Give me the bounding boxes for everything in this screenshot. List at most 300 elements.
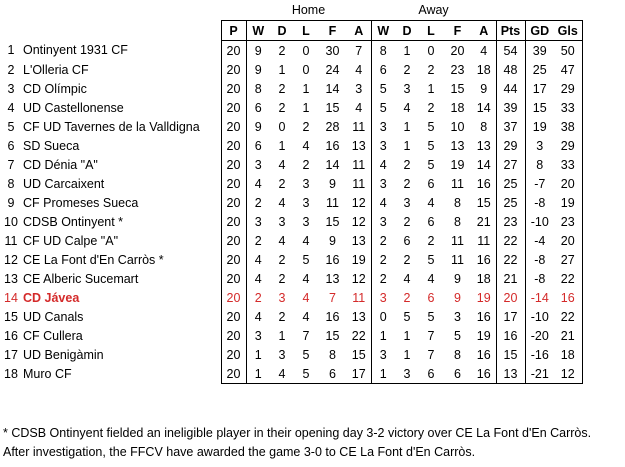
away-won-cell: 4: [371, 193, 395, 212]
played-cell: 20: [221, 41, 246, 61]
goal-difference-cell: -8: [525, 250, 554, 269]
away-won-cell: 3: [371, 117, 395, 136]
away-drawn-cell: 2: [403, 214, 411, 229]
home-won-cell: 4: [246, 250, 270, 269]
table-row: [1, 345, 582, 364]
goals-cell: 18: [554, 345, 582, 364]
away-against-cell: 14: [476, 100, 491, 115]
away-lost-cell: 5: [427, 309, 435, 324]
away-against-cell: 19: [476, 290, 491, 305]
footnote-line: After investigation, the FFCV have awarded the game 3-0 to CE La Font d'En Carròs.: [3, 445, 476, 459]
home-lost-cell: 4: [302, 233, 310, 248]
team-name-cell: CF UD Tavernes de la Valldigna: [23, 119, 200, 134]
away-against-cell: 16: [476, 347, 491, 362]
home-drawn-cell: 2: [278, 176, 286, 191]
team-name-cell: UD Castellonense: [23, 100, 124, 115]
away-for-cell: 9: [454, 290, 461, 305]
points-cell: 48: [496, 60, 525, 79]
table-row: [1, 212, 582, 231]
goal-difference-cell: 8: [525, 155, 554, 174]
away-against-cell: 19: [476, 328, 491, 343]
position-cell: 9: [7, 195, 15, 210]
position-cell: 5: [7, 119, 15, 134]
home-won-cell: 2: [246, 193, 270, 212]
goals-cell: 20: [554, 174, 582, 193]
away-lost-cell: 5: [427, 138, 435, 153]
team-name-cell: UD Benigàmin: [23, 347, 104, 362]
away-against-cell: 16: [476, 309, 491, 324]
team-name-cell: UD Carcaixent: [23, 176, 105, 191]
col-header-goal-difference: GD: [525, 21, 554, 41]
home-for-cell: 15: [325, 100, 340, 115]
away-won-cell: 4: [371, 155, 395, 174]
points-cell: 15: [496, 345, 525, 364]
away-lost-cell: 6: [427, 176, 435, 191]
home-lost-cell: 4: [302, 271, 310, 286]
played-cell: 20: [221, 326, 246, 345]
home-lost-cell: 7: [302, 328, 310, 343]
goals-cell: 33: [554, 98, 582, 117]
table-row: [1, 41, 582, 61]
table-row: [1, 364, 582, 384]
col-header-away-won: W: [371, 21, 395, 41]
home-against-cell: 4: [355, 62, 363, 77]
home-drawn-cell: 2: [278, 252, 286, 267]
played-cell: 20: [221, 193, 246, 212]
away-drawn-cell: 4: [403, 100, 411, 115]
goal-difference-cell: 19: [525, 117, 554, 136]
home-drawn-cell: 3: [278, 347, 286, 362]
table-row: [1, 98, 582, 117]
played-cell: 20: [221, 98, 246, 117]
points-cell: 25: [496, 174, 525, 193]
col-header-home-won: W: [246, 21, 270, 41]
away-group-header: Away: [418, 3, 449, 17]
away-won-cell: 3: [371, 174, 395, 193]
goal-difference-cell: -21: [525, 364, 554, 384]
goal-difference-cell: 15: [525, 98, 554, 117]
table-row: [1, 231, 582, 250]
home-for-cell: 9: [329, 233, 336, 248]
goals-cell: 29: [554, 79, 582, 98]
away-won-cell: 3: [371, 288, 395, 307]
goal-difference-cell: 39: [525, 41, 554, 61]
home-against-cell: 15: [351, 347, 366, 362]
home-against-cell: 12: [351, 271, 366, 286]
away-against-cell: 21: [476, 214, 491, 229]
away-won-cell: 0: [371, 307, 395, 326]
home-drawn-cell: 0: [278, 119, 286, 134]
team-name-cell: L'Olleria CF: [23, 62, 89, 77]
team-name-cell: CE Alberic Sucemart: [23, 271, 139, 286]
position-cell: 7: [7, 157, 15, 172]
home-against-cell: 3: [355, 81, 363, 96]
away-lost-cell: 2: [427, 233, 435, 248]
away-for-cell: 11: [451, 176, 464, 191]
points-cell: 20: [496, 288, 525, 307]
position-cell: 10: [4, 214, 18, 229]
home-won-cell: 3: [246, 326, 270, 345]
table-row: [1, 288, 582, 307]
team-name-cell: Ontinyent 1931 CF: [23, 43, 128, 58]
position-cell: 12: [4, 252, 18, 267]
team-name-cell: SD Sueca: [23, 138, 80, 153]
away-for-cell: 8: [454, 347, 461, 362]
away-for-cell: 10: [450, 119, 465, 134]
table-row: [1, 269, 582, 288]
away-lost-cell: 5: [427, 119, 435, 134]
home-against-cell: 17: [347, 364, 371, 384]
away-drawn-cell: 2: [403, 252, 411, 267]
away-for-cell: 15: [450, 81, 465, 96]
away-won-cell: 3: [371, 345, 395, 364]
home-won-cell: 3: [246, 155, 270, 174]
away-against-cell: 13: [476, 138, 491, 153]
away-lost-cell: 6: [419, 364, 443, 384]
away-against-cell: 16: [476, 176, 491, 191]
column-header-row: [1, 21, 582, 41]
home-drawn-cell: 3: [278, 214, 286, 229]
col-header-home-lost: L: [294, 21, 318, 41]
away-won-cell: 2: [371, 269, 395, 288]
played-cell: 20: [221, 117, 246, 136]
away-won-cell: 1: [371, 326, 395, 345]
away-for-cell: 19: [450, 157, 465, 172]
goal-difference-cell: -8: [525, 193, 554, 212]
played-cell: 20: [221, 231, 246, 250]
goals-cell: 38: [554, 117, 582, 136]
away-won-cell: 2: [371, 231, 395, 250]
home-lost-cell: 3: [302, 176, 310, 191]
home-won-cell: 6: [246, 98, 270, 117]
away-for-cell: 9: [454, 271, 461, 286]
home-lost-cell: 0: [302, 62, 310, 77]
home-against-cell: 12: [351, 214, 366, 229]
home-won-cell: 2: [246, 231, 270, 250]
position-cell: 14: [4, 290, 18, 305]
goals-cell: 33: [554, 155, 582, 174]
home-lost-cell: 5: [294, 364, 318, 384]
col-header-away-lost: L: [419, 21, 443, 41]
home-won-cell: 4: [246, 269, 270, 288]
home-against-cell: 11: [352, 176, 366, 191]
home-for-cell: 6: [318, 364, 347, 384]
home-won-cell: 2: [246, 288, 270, 307]
col-header-home-drawn: D: [270, 21, 294, 41]
home-drawn-cell: 2: [278, 81, 286, 96]
goals-cell: 29: [554, 136, 582, 155]
goals-cell: 50: [554, 41, 582, 61]
away-for-cell: 11: [451, 252, 464, 267]
position-cell: 16: [4, 328, 18, 343]
away-for-cell: 8: [454, 195, 461, 210]
away-lost-cell: 6: [427, 290, 435, 305]
away-won-cell: 5: [371, 98, 395, 117]
points-cell: 21: [496, 269, 525, 288]
away-lost-cell: 5: [427, 157, 435, 172]
away-against-cell: 14: [476, 157, 491, 172]
away-against-cell: 9: [480, 81, 488, 96]
home-lost-cell: 5: [302, 252, 310, 267]
col-header-home-against: A: [347, 21, 371, 41]
home-drawn-cell: 2: [278, 43, 286, 58]
away-lost-cell: 1: [427, 81, 435, 96]
away-drawn-cell: 2: [403, 157, 411, 172]
standings-table: [1, 0, 583, 384]
home-lost-cell: 3: [302, 195, 310, 210]
goal-difference-cell: -8: [525, 269, 554, 288]
away-won-cell: 8: [371, 41, 395, 61]
home-group-header: Home: [291, 3, 326, 17]
away-drawn-cell: 3: [403, 81, 411, 96]
played-cell: 20: [221, 364, 246, 384]
points-cell: 44: [496, 79, 525, 98]
col-header-goals: Gls: [554, 21, 582, 41]
footnote: [3, 424, 623, 462]
blank-corner: [1, 0, 21, 21]
home-lost-cell: 1: [302, 81, 310, 96]
home-for-cell: 8: [329, 347, 336, 362]
home-for-cell: 7: [329, 290, 336, 305]
away-against-cell: 8: [480, 119, 488, 134]
position-cell: 8: [7, 176, 15, 191]
goal-difference-cell: -4: [525, 231, 554, 250]
goals-cell: 23: [554, 212, 582, 231]
points-cell: 22: [496, 231, 525, 250]
away-drawn-cell: 1: [403, 119, 411, 134]
home-against-cell: 19: [351, 252, 366, 267]
team-name-cell: CF UD Calpe "A": [23, 233, 119, 248]
away-won-cell: 5: [371, 79, 395, 98]
points-cell: 13: [496, 364, 525, 384]
goal-difference-cell: 17: [525, 79, 554, 98]
away-drawn-cell: 3: [403, 195, 411, 210]
home-drawn-cell: 4: [278, 195, 286, 210]
team-name-cell: CDSB Ontinyent *: [23, 214, 124, 229]
played-cell: 20: [221, 250, 246, 269]
standings-body: [1, 41, 582, 384]
away-lost-cell: 2: [427, 62, 435, 77]
away-lost-cell: 6: [427, 214, 435, 229]
away-for-cell: 18: [450, 100, 465, 115]
home-won-cell: 8: [246, 79, 270, 98]
away-against-cell: 16: [476, 252, 491, 267]
away-drawn-cell: 6: [403, 233, 411, 248]
home-drawn-cell: 4: [278, 233, 286, 248]
away-lost-cell: 4: [427, 195, 435, 210]
goal-difference-cell: -14: [525, 288, 554, 307]
team-name-cell: UD Canals: [23, 309, 84, 324]
home-for-cell: 11: [326, 195, 339, 210]
team-name-cell: CD Jávea: [23, 290, 80, 305]
team-name-cell: CF Promeses Sueca: [23, 195, 139, 210]
goal-difference-cell: -20: [525, 326, 554, 345]
home-against-cell: 13: [351, 309, 366, 324]
table-row: [1, 250, 582, 269]
home-for-cell: 30: [325, 43, 340, 58]
home-lost-cell: 4: [302, 290, 310, 305]
goal-difference-cell: 3: [525, 136, 554, 155]
home-for-cell: 15: [325, 328, 340, 343]
home-for-cell: 9: [329, 176, 336, 191]
goal-difference-cell: -16: [525, 345, 554, 364]
points-cell: 27: [496, 155, 525, 174]
goals-cell: 47: [554, 60, 582, 79]
played-cell: 20: [221, 136, 246, 155]
home-lost-cell: 5: [302, 347, 310, 362]
away-drawn-cell: 2: [403, 290, 411, 305]
home-drawn-cell: 2: [278, 271, 286, 286]
team-name-cell: CD Olímpic: [23, 81, 87, 96]
away-drawn-cell: 1: [403, 43, 411, 58]
goals-cell: 16: [554, 288, 582, 307]
away-for-cell: 11: [451, 233, 464, 248]
home-lost-cell: 3: [302, 214, 310, 229]
home-lost-cell: 4: [302, 309, 310, 324]
home-drawn-cell: 1: [278, 62, 286, 77]
table-row: [1, 193, 582, 212]
home-against-cell: 13: [351, 233, 366, 248]
table-row: [1, 79, 582, 98]
position-cell: 6: [7, 138, 15, 153]
goals-cell: 19: [554, 193, 582, 212]
home-for-cell: 16: [325, 138, 340, 153]
col-header-away-drawn: D: [395, 21, 419, 41]
away-against-cell: 18: [476, 62, 491, 77]
points-cell: 25: [496, 193, 525, 212]
position-cell: 11: [4, 233, 18, 248]
home-lost-cell: 1: [302, 100, 310, 115]
away-against-cell: 4: [480, 43, 488, 58]
away-for-cell: 23: [450, 62, 465, 77]
away-for-cell: 20: [450, 43, 465, 58]
goal-difference-cell: 25: [525, 60, 554, 79]
team-name-cell: CD Dénia "A": [23, 157, 98, 172]
home-won-cell: 4: [246, 307, 270, 326]
played-cell: 20: [221, 79, 246, 98]
home-drawn-cell: 1: [278, 138, 286, 153]
position-cell: 15: [4, 309, 18, 324]
away-lost-cell: 2: [427, 100, 435, 115]
away-for-cell: 5: [454, 328, 461, 343]
goal-difference-cell: -7: [525, 174, 554, 193]
points-cell: 17: [496, 307, 525, 326]
home-won-cell: 9: [246, 41, 270, 61]
position-cell: 3: [7, 81, 15, 96]
points-cell: 39: [496, 98, 525, 117]
col-header-away-for: F: [443, 21, 472, 41]
goal-difference-cell: -10: [525, 307, 554, 326]
col-header-away-against: A: [472, 21, 496, 41]
away-drawn-cell: 1: [403, 347, 411, 362]
home-for-cell: 14: [325, 157, 340, 172]
position-cell: 18: [4, 366, 18, 381]
home-against-cell: 22: [351, 328, 366, 343]
home-for-cell: 15: [325, 214, 340, 229]
home-for-cell: 14: [325, 81, 340, 96]
position-cell: 13: [4, 271, 18, 286]
footnote-line: * CDSB Ontinyent fielded an ineligible player in their opening day 3-2 victory over CE La Font d'En Carròs.: [3, 426, 592, 440]
goals-cell: 22: [554, 269, 582, 288]
home-against-cell: 11: [352, 290, 366, 305]
away-for-cell: 8: [454, 214, 461, 229]
table-row: [1, 155, 582, 174]
away-against-cell: 18: [476, 271, 491, 286]
home-for-cell: 24: [325, 62, 340, 77]
home-against-cell: 7: [355, 43, 363, 58]
home-drawn-cell: 4: [278, 157, 286, 172]
position-cell: 4: [7, 100, 15, 115]
away-drawn-cell: 2: [403, 176, 411, 191]
col-header-points: Pts: [496, 21, 525, 41]
position-cell: 17: [4, 347, 18, 362]
table-row: [1, 117, 582, 136]
team-name-cell: Muro CF: [23, 366, 72, 381]
home-lost-cell: 2: [302, 119, 310, 134]
home-won-cell: 9: [246, 60, 270, 79]
home-against-cell: 4: [355, 100, 363, 115]
table-row: [1, 326, 582, 345]
table-row: [1, 174, 582, 193]
away-won-cell: 3: [371, 136, 395, 155]
points-cell: 16: [496, 326, 525, 345]
col-header-home-for: F: [318, 21, 347, 41]
home-drawn-cell: 3: [278, 290, 286, 305]
home-won-cell: 1: [246, 364, 270, 384]
played-cell: 20: [221, 269, 246, 288]
goals-cell: 12: [554, 364, 582, 384]
away-drawn-cell: 4: [403, 271, 411, 286]
played-cell: 20: [221, 155, 246, 174]
points-cell: 29: [496, 136, 525, 155]
home-lost-cell: 2: [302, 157, 310, 172]
home-against-cell: 12: [351, 195, 366, 210]
goals-cell: 21: [554, 326, 582, 345]
goals-cell: 22: [554, 307, 582, 326]
team-name-cell: CE La Font d'En Carròs *: [23, 252, 164, 267]
home-won-cell: 6: [246, 136, 270, 155]
away-for-cell: 13: [450, 138, 465, 153]
home-won-cell: 1: [246, 345, 270, 364]
home-won-cell: 4: [246, 174, 270, 193]
col-header-played: P: [221, 21, 246, 41]
points-cell: 54: [496, 41, 525, 61]
position-cell: 2: [7, 62, 15, 77]
home-won-cell: 9: [246, 117, 270, 136]
played-cell: 20: [221, 307, 246, 326]
away-won-cell: 6: [371, 60, 395, 79]
played-cell: 20: [221, 60, 246, 79]
played-cell: 20: [221, 212, 246, 231]
points-cell: 22: [496, 250, 525, 269]
home-against-cell: 13: [351, 138, 366, 153]
away-against-cell: 11: [477, 233, 491, 248]
home-against-cell: 11: [352, 157, 366, 172]
home-lost-cell: 0: [302, 43, 310, 58]
away-lost-cell: 7: [427, 347, 435, 362]
away-lost-cell: 0: [427, 43, 435, 58]
home-against-cell: 11: [352, 119, 366, 134]
points-cell: 37: [496, 117, 525, 136]
home-for-cell: 16: [325, 252, 340, 267]
goals-cell: 20: [554, 231, 582, 250]
home-drawn-cell: 2: [278, 309, 286, 324]
away-won-cell: 3: [371, 212, 395, 231]
away-lost-cell: 7: [427, 328, 435, 343]
home-for-cell: 28: [325, 119, 340, 134]
away-drawn-cell: 1: [403, 138, 411, 153]
home-drawn-cell: 1: [278, 328, 286, 343]
